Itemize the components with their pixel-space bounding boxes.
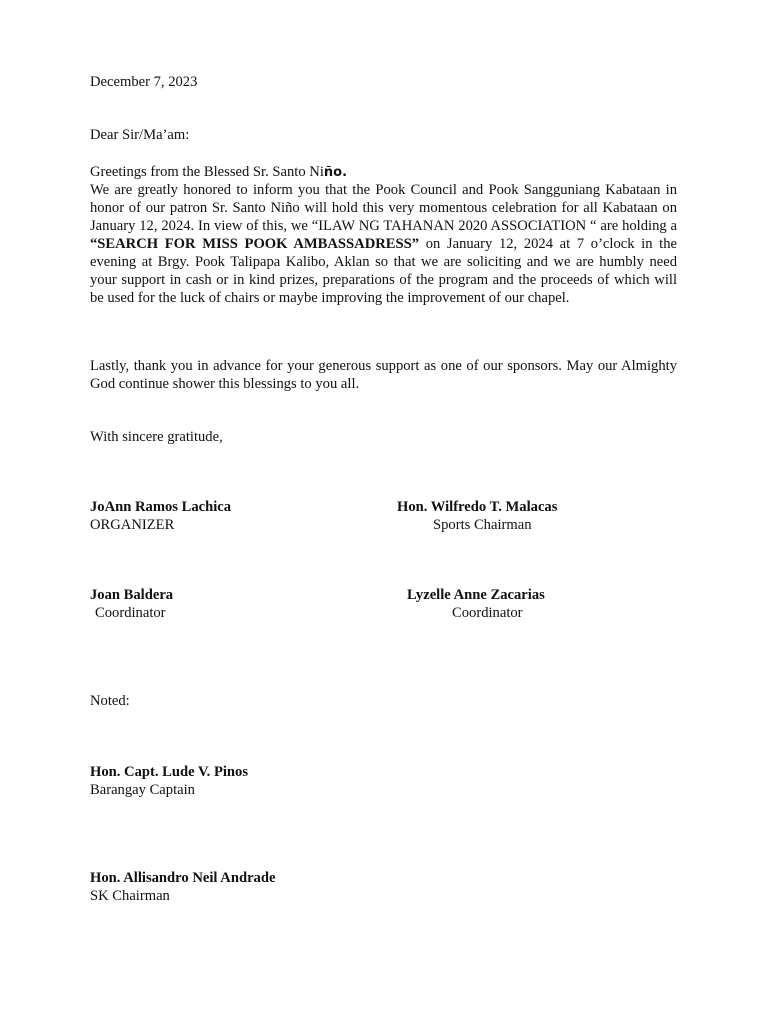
greeting-text: Greetings from the Blessed Sr. Santo Ni	[90, 164, 324, 180]
signatory-title-sports-chairman: Sports Chairman	[433, 517, 532, 533]
greeting-tail: ño.	[323, 165, 348, 180]
signatory-name-coordinator-2: Lyzelle Anne Zacarias	[407, 587, 545, 603]
signatory-name-sports-chairman: Hon. Wilfredo T. Malacas	[397, 499, 558, 515]
greeting-line	[90, 163, 347, 182]
signatory-title-coordinator-1: Coordinator	[95, 605, 166, 621]
signatory-title-organizer: ORGANIZER	[90, 517, 175, 533]
signatory-name-coordinator-1: Joan Baldera	[90, 587, 174, 603]
signatory-title-coordinator-2: Coordinator	[452, 605, 523, 621]
noted-title-barangay-captain: Barangay Captain	[90, 782, 195, 798]
noted-title-sk-chairman: SK Chairman	[90, 888, 170, 904]
body-p1-text-b: on January 12, 2024 at 7 o’clock in the evening at Brgy. Pook Talipapa Kalibo, Aklan so that we are soliciting and we are humbly need your support in cash or in kind prizes, preparations of the program and the proceeds of which will be used for the luck of chairs or maybe improving the improvement of our chapel.	[90, 236, 677, 306]
body-p1-text-a: We are greatly honored to inform you that the Pook Council and Pook Sangguniang Kabataan in honor of our patron Sr. Santo Niño will hold this very momentous celebration for all Kabataan on January 12, 2024. In view of this, we “ILAW NG TAHANAN 2020 ASSOCIATION “ are holding a	[90, 182, 677, 234]
noted-name-sk-chairman: Hon. Allisandro Neil Andrade	[90, 870, 276, 886]
body-paragraph-2: Lastly, thank you in advance for your generous support as one of our sponsors. May our Almighty God continue shower this blessings to you all.	[90, 358, 677, 392]
signatory-name-organizer: JoAnn Ramos Lachica	[90, 499, 232, 515]
body-paragraph-1	[90, 181, 677, 307]
closing: With sincere gratitude,	[90, 429, 223, 445]
salutation: Dear Sir/Ma’am:	[90, 127, 190, 143]
noted-name-barangay-captain: Hon. Capt. Lude V. Pinos	[90, 764, 249, 780]
event-title: “SEARCH FOR MISS POOK AMBASSADRESS”	[90, 236, 420, 252]
letter-date: December 7, 2023	[90, 74, 198, 90]
noted-label: Noted:	[90, 693, 130, 709]
